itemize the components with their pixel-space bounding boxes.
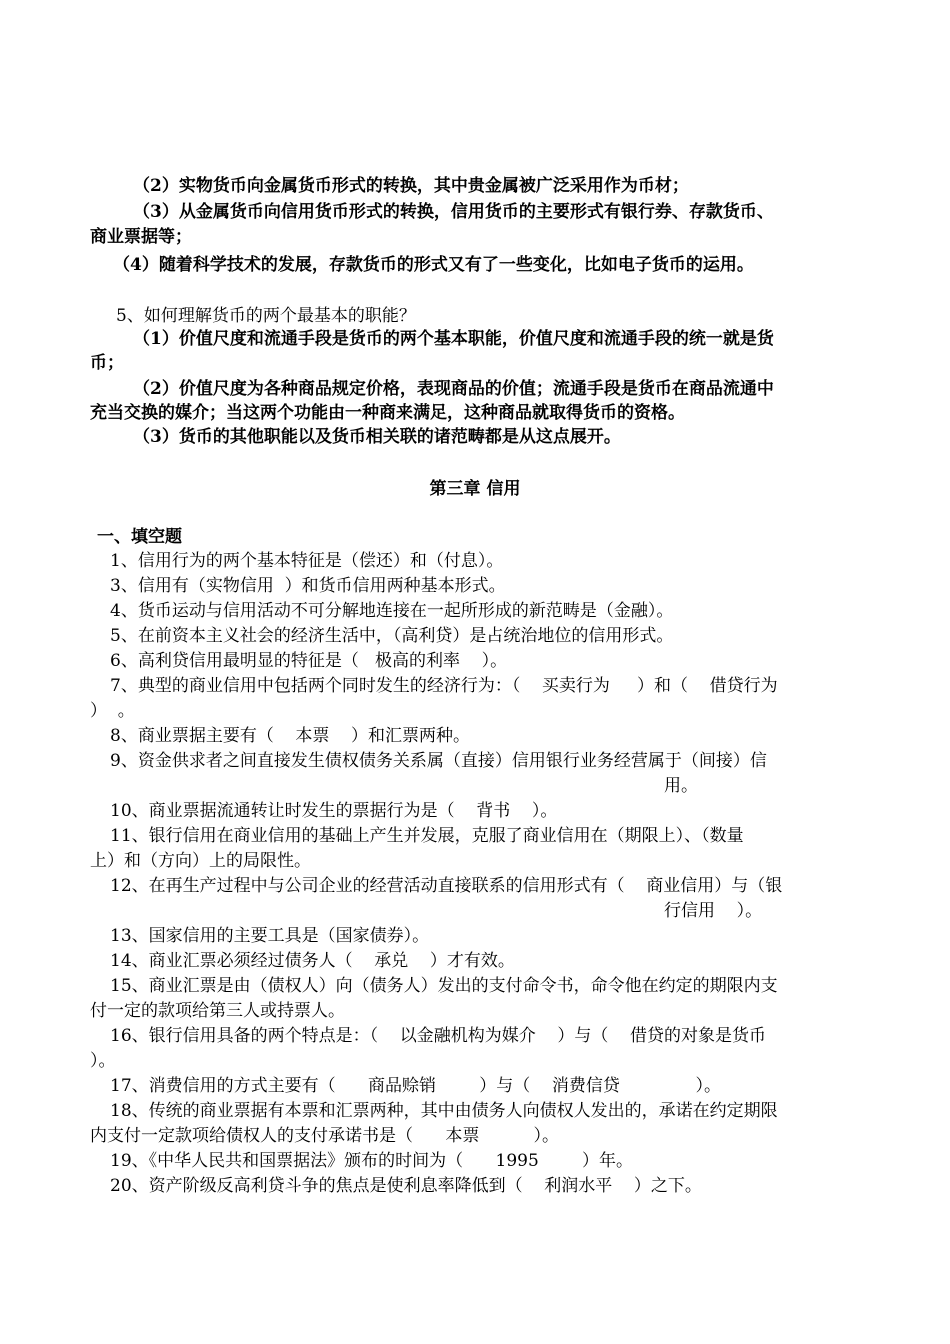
question-title: 5、如何理解货币的两个最基本的职能？ <box>116 306 416 326</box>
question-item: 13、国家信用的主要工具是（国家债券）。 <box>110 926 430 946</box>
question-item: 18、传统的商业票据有本票和汇票两种，其中由债务人向债权人发出的，承诺在约定期限 <box>110 1101 778 1121</box>
question-item: 1、信用行为的两个基本特征是（偿还）和（付息）。 <box>110 551 504 571</box>
paragraph-line: 充当交换的媒介；当这两个功能由一种商来满足，这种商品就取得货币的资格。 <box>90 403 685 423</box>
question-item-continued: 行信用 ）。 <box>664 901 763 921</box>
question-item: 10、商业票据流通转让时发生的票据行为是（ 背书 ）。 <box>110 801 558 821</box>
question-item: 8、商业票据主要有（ 本票 ）和汇票两种。 <box>110 726 471 746</box>
question-item-continued: ） 。 <box>90 701 135 721</box>
question-item: 6、高利贷信用最明显的特征是（ 极高的利率 ）。 <box>110 651 508 671</box>
question-item: 3、信用有（实物信用 ）和货币信用两种基本形式。 <box>110 576 506 596</box>
paragraph-line: （3）从金属货币向信用货币形式的转换，信用货币的主要形式有银行券、存款货币、 <box>133 202 774 222</box>
question-item: 4、货币运动与信用活动不可分解地连接在一起所形成的新范畴是（金融）。 <box>110 601 674 621</box>
question-item: 12、在再生产过程中与公司企业的经营活动直接联系的信用形式有（ 商业信用）与（银 <box>110 876 783 896</box>
paragraph-line: 币； <box>90 353 124 373</box>
paragraph-line: （2）价值尺度为各种商品规定价格，表现商品的价值；流通手段是货币在商品流通中 <box>133 379 774 399</box>
question-item-continued: 用。 <box>664 776 698 796</box>
question-item: 19、《中华人民共和国票据法》颁布的时间为（ 1995 ）年。 <box>110 1151 634 1171</box>
question-item: 14、商业汇票必须经过债务人（ 承兑 ）才有效。 <box>110 951 515 971</box>
question-item-continued: 付一定的款项给第三人或持票人。 <box>90 1001 345 1021</box>
question-item-continued: 内支付一定款项给债权人的支付承诺书是（ 本票 ）。 <box>90 1126 559 1146</box>
paragraph-line: （1）价值尺度和流通手段是货币的两个基本职能，价值尺度和流通手段的统一就是货 <box>133 329 774 349</box>
section-heading: 一、填空题 <box>97 527 182 547</box>
paragraph-line: （4）随着科学技术的发展，存款货币的形式又有了一些变化，比如电子货币的运用。 <box>113 255 754 275</box>
paragraph-line: 商业票据等； <box>90 227 192 247</box>
question-item: 16、银行信用具备的两个特点是：（ 以金融机构为媒介 ）与（ 借贷的对象是货币 <box>110 1026 766 1046</box>
question-item: 9、资金供求者之间直接发生债权债务关系属（直接）信用银行业务经营属于（间接）信 <box>110 751 767 771</box>
question-item: 11、银行信用在商业信用的基础上产生并发展，克服了商业信用在（期限上）、（数量 <box>110 826 744 846</box>
paragraph-line: （3）货币的其他职能以及货币相关联的诸范畴都是从这点展开。 <box>133 427 621 447</box>
question-item-continued: ）。 <box>90 1051 116 1071</box>
paragraph-line: （2）实物货币向金属货币形式的转换，其中贵金属被广泛采用作为币材； <box>133 176 689 196</box>
question-item: 15、商业汇票是由（债权人）向（债务人）发出的支付命令书，命令他在约定的期限内支 <box>110 976 778 996</box>
question-item: 5、在前资本主义社会的经济生活中，（高利贷）是占统治地位的信用形式。 <box>110 626 674 646</box>
chapter-title: 第三章 信用 <box>429 479 521 499</box>
question-item: 17、消费信用的方式主要有（ 商品赊销 ）与（ 消费信贷 ）。 <box>110 1076 722 1096</box>
question-item: 7、典型的商业信用中包括两个同时发生的经济行为：（ 买卖行为 ）和（ 借贷行为 <box>110 676 778 696</box>
question-item: 20、资产阶级反高利贷斗争的焦点是使利息率降低到（ 利润水平 ）之下。 <box>110 1176 702 1196</box>
question-item-continued: 上）和（方向）上的局限性。 <box>90 851 311 871</box>
